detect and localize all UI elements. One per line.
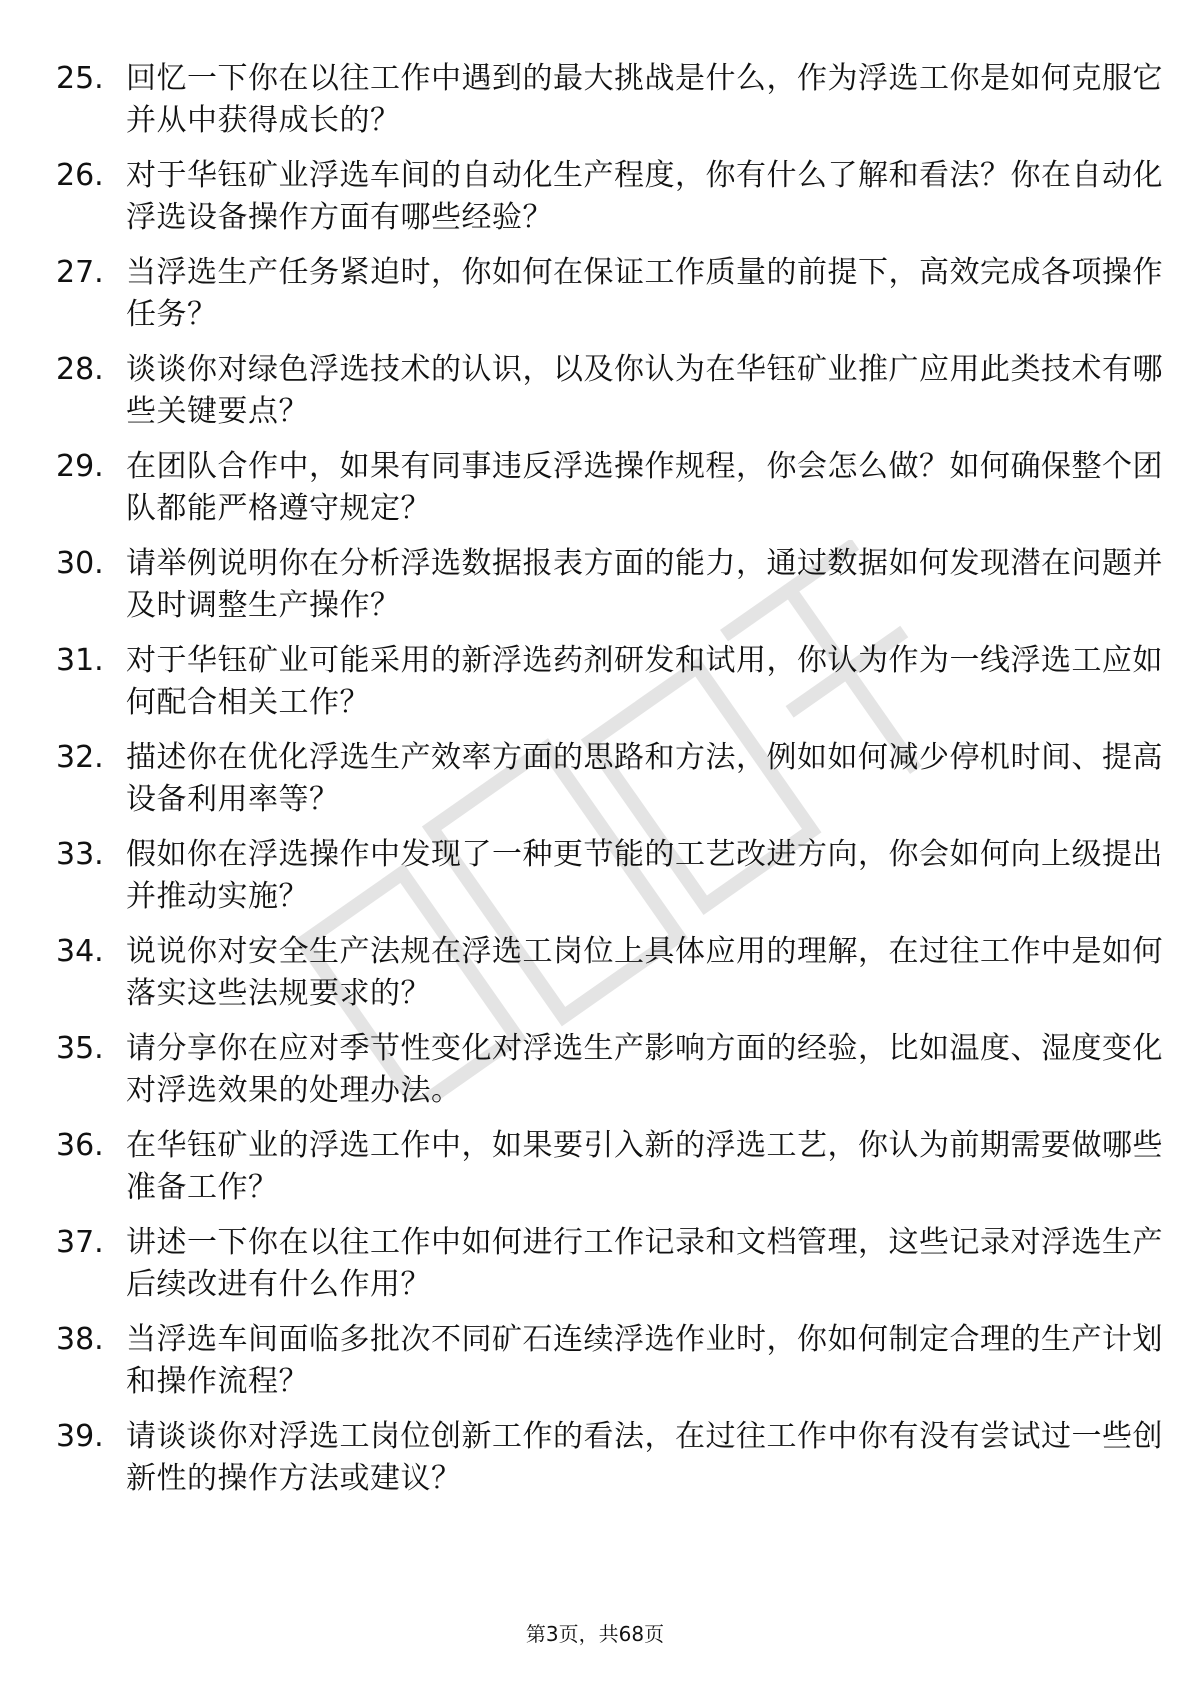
question-number: 35. <box>56 1031 104 1066</box>
question-number: 33. <box>56 837 104 872</box>
question-number: 25. <box>56 61 104 96</box>
question-number: 36. <box>56 1128 104 1163</box>
question-number: 29. <box>56 449 104 484</box>
question-number: 32. <box>56 740 104 775</box>
question-text: 讲述一下你在以往工作中如何进行工作记录和文档管理，这些记录对浮选生产后续改进有什么作用？ <box>126 1225 1163 1302</box>
question-number: 31. <box>56 643 104 678</box>
question-text: 在团队合作中，如果有同事违反浮选操作规程，你会怎么做？如何确保整个团队都能严格遵守规定？ <box>126 449 1163 526</box>
question-item <box>56 737 1163 834</box>
question-text: 对于华钰矿业浮选车间的自动化生产程度，你有什么了解和看法？你在自动化浮选设备操作方面有哪些经验？ <box>126 158 1163 235</box>
question-item <box>56 640 1163 737</box>
question-text: 在华钰矿业的浮选工作中，如果要引入新的浮选工艺，你认为前期需要做哪些准备工作？ <box>126 1128 1163 1205</box>
question-text: 当浮选车间面临多批次不同矿石连续浮选作业时，你如何制定合理的生产计划和操作流程？ <box>126 1322 1163 1399</box>
question-number: 30. <box>56 546 104 581</box>
question-item <box>56 931 1163 1028</box>
question-text: 请分享你在应对季节性变化对浮选生产影响方面的经验，比如温度、湿度变化对浮选效果的处理办法。 <box>126 1031 1163 1108</box>
question-item <box>56 349 1163 446</box>
question-text: 谈谈你对绿色浮选技术的认识，以及你认为在华钰矿业推广应用此类技术有哪些关键要点？ <box>126 352 1163 429</box>
question-text: 描述你在优化浮选生产效率方面的思路和方法，例如如何减少停机时间、提高设备利用率等？ <box>126 740 1163 817</box>
question-item <box>56 252 1163 349</box>
question-item <box>56 834 1163 931</box>
question-item <box>56 155 1163 252</box>
question-number: 38. <box>56 1322 104 1357</box>
question-text: 假如你在浮选操作中发现了一种更节能的工艺改进方向，你会如何向上级提出并推动实施？ <box>126 837 1163 914</box>
question-item <box>56 58 1163 155</box>
question-text: 当浮选生产任务紧迫时，你如何在保证工作质量的前提下，高效完成各项操作任务？ <box>126 255 1163 332</box>
question-number: 26. <box>56 158 104 193</box>
page-footer: 第3页，共68页 <box>525 1622 665 1646</box>
question-number: 34. <box>56 934 104 969</box>
question-number: 28. <box>56 352 104 387</box>
question-number: 37. <box>56 1225 104 1260</box>
question-item <box>56 446 1163 543</box>
question-item <box>56 1416 1163 1513</box>
question-item <box>56 1222 1163 1319</box>
question-list <box>56 58 1163 1513</box>
question-item <box>56 1319 1163 1416</box>
question-item <box>56 543 1163 640</box>
question-number: 27. <box>56 255 104 290</box>
question-number: 39. <box>56 1419 104 1454</box>
question-item <box>56 1028 1163 1125</box>
question-text: 请举例说明你在分析浮选数据报表方面的能力，通过数据如何发现潜在问题并及时调整生产操作？ <box>126 546 1163 623</box>
question-text: 说说你对安全生产法规在浮选工岗位上具体应用的理解，在过往工作中是如何落实这些法规要求的？ <box>126 934 1163 1011</box>
question-text: 对于华钰矿业可能采用的新浮选药剂研发和试用，你认为作为一线浮选工应如何配合相关工作？ <box>126 643 1163 720</box>
question-text: 回忆一下你在以往工作中遇到的最大挑战是什么，作为浮选工你是如何克服它并从中获得成长的？ <box>126 61 1163 138</box>
question-item <box>56 1125 1163 1222</box>
question-text: 请谈谈你对浮选工岗位创新工作的看法，在过往工作中你有没有尝试过一些创新性的操作方法或建议？ <box>126 1419 1163 1496</box>
